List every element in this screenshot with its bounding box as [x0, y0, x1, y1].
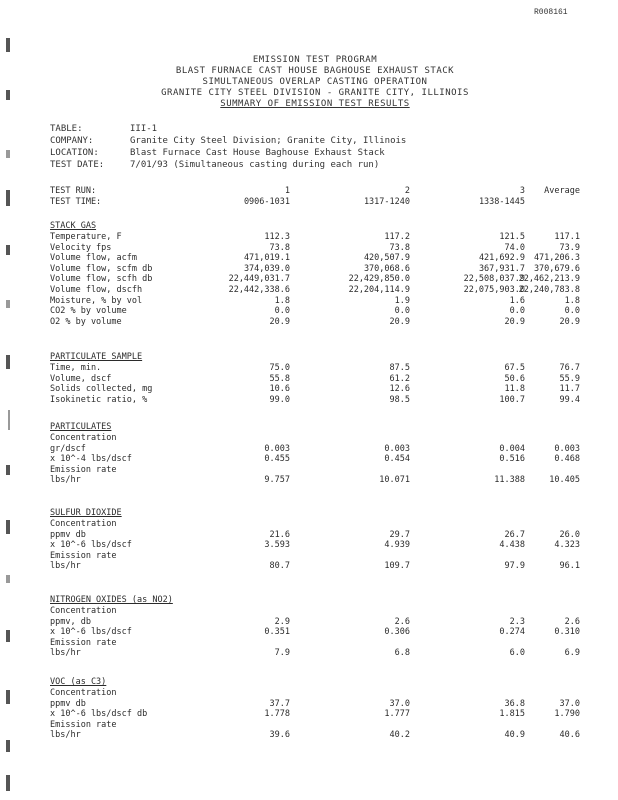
table-row [50, 688, 580, 699]
run-2: 2 [404, 186, 410, 196]
run-3-value: 1.6 [509, 295, 525, 306]
average-value: 99.4 [559, 394, 580, 405]
average-value: 96.1 [559, 561, 580, 572]
row-label: Time, min. [50, 363, 102, 373]
run-1-value: 10.6 [269, 384, 290, 395]
scan-mark [6, 90, 10, 100]
average-value: 6.9 [564, 648, 580, 659]
table-row [50, 306, 580, 317]
row-label: x 10^-6 lbs/dscf [50, 540, 132, 551]
average-value: 1.790 [554, 709, 580, 720]
run-3-value: 0.004 [499, 443, 525, 454]
info-key: LOCATION: [50, 148, 99, 158]
row-label: TEST RUN: [50, 186, 97, 196]
run-1-value: 1.8 [274, 295, 290, 306]
table-row [50, 232, 580, 243]
run-3-value: 367,931.7 [478, 263, 525, 274]
row-label: Temperature, F [50, 232, 122, 242]
table-row [50, 274, 580, 285]
scan-mark [6, 465, 10, 475]
run-2-value: 10.071 [379, 475, 410, 486]
run-3-value: 100.7 [499, 394, 525, 405]
row-label: Emission rate [50, 637, 117, 648]
row-label: Moisture, % by vol [50, 295, 143, 306]
scan-mark [6, 190, 10, 206]
run-1-value: 0.003 [264, 443, 290, 454]
info-test-date [50, 160, 379, 170]
row-label: ppmv db [50, 529, 86, 540]
run-1-value: 80.7 [269, 561, 290, 572]
average-value: 370,679.6 [533, 263, 580, 274]
row-label: Emission rate [50, 464, 117, 475]
run-3-value: 20.9 [504, 316, 525, 327]
table-row [50, 475, 580, 486]
table-row [50, 384, 580, 395]
section-title: VOC (as C3) [50, 677, 107, 687]
run-2-value: 4.939 [384, 540, 410, 551]
average-value: 40.6 [559, 730, 580, 741]
row-label: lbs/hr [50, 730, 81, 741]
row-label: Concentration [50, 606, 117, 616]
run-3-value: 40.9 [504, 730, 525, 741]
header-line-2: BLAST FURNACE CAST HOUSE BAGHOUSE EXHAUST STACK [175, 66, 455, 76]
scan-mark [6, 575, 10, 583]
run-1-value: 22,449,031.7 [228, 274, 290, 285]
scan-mark [6, 775, 10, 791]
row-label: Volume flow, scfm db [50, 263, 153, 274]
row-label: Isokinetic ratio, % [50, 394, 148, 405]
run-2-value: 73.8 [389, 242, 410, 253]
table-row [50, 530, 580, 541]
run-3-value: 22,075,903.0 [463, 285, 525, 295]
run-3-value: 0.0 [509, 306, 525, 317]
table-row [50, 296, 580, 307]
run-2-value: 0.0 [394, 306, 410, 317]
info-value: Blast Furnace Cast House Baghouse Exhaust Stack [130, 148, 385, 158]
scan-mark [6, 245, 10, 255]
row-label: Volume, dscf [50, 373, 112, 384]
run-1-value: 73.8 [269, 242, 290, 253]
row-label: gr/dscf [50, 443, 86, 454]
row-label: Emission rate [50, 550, 117, 561]
row-label: CO2 % by volume [50, 306, 127, 317]
table-row [50, 444, 580, 455]
row-label: Solids collected, mg [50, 384, 153, 395]
table-row [50, 709, 580, 720]
time-1: 0906-1031 [243, 197, 290, 207]
run-1-value: 20.9 [269, 316, 290, 327]
row-label: ppmv db [50, 698, 86, 709]
average-value: 20.9 [559, 316, 580, 327]
row-label: x 10^-6 lbs/dscf [50, 627, 132, 638]
table-row [50, 720, 580, 731]
average-value: 0.0 [564, 306, 580, 317]
run-2-value: 117.2 [384, 232, 410, 242]
row-label: TEST TIME: [50, 197, 102, 207]
info-key: COMPANY: [50, 136, 94, 146]
run-3-value: 74.0 [504, 242, 525, 253]
table-row [50, 519, 580, 530]
row-label: x 10^-4 lbs/dscf [50, 454, 132, 465]
average-value: 0.003 [554, 443, 580, 454]
run-2-value: 61.2 [389, 373, 410, 384]
run-3-value: 50.6 [504, 373, 525, 384]
info-company [50, 136, 406, 146]
test-run-row [50, 186, 580, 197]
run-2-value: 22,204,114.9 [348, 285, 410, 295]
table-row [50, 699, 580, 710]
run-1-value: 0.455 [264, 454, 290, 465]
run-2-value: 0.454 [384, 454, 410, 465]
table-row [50, 454, 580, 465]
average-value: 0.310 [554, 627, 580, 638]
info-value: Granite City Steel Division; Granite City, Illinois [130, 136, 407, 146]
table-row [50, 253, 580, 264]
table-row [50, 374, 580, 385]
run-2-value: 370,068.6 [363, 263, 410, 274]
average-value: 37.0 [559, 698, 580, 709]
average-value: 55.9 [559, 373, 580, 384]
run-2-value: 0.003 [384, 443, 410, 454]
scan-mark [6, 355, 10, 369]
run-3-value: 67.5 [504, 363, 525, 373]
info-table [50, 124, 157, 134]
average-value: 0.468 [554, 454, 580, 465]
average-value: 117.1 [554, 232, 580, 242]
run-2-value: 109.7 [384, 561, 410, 572]
run-1-value: 0.351 [264, 627, 290, 638]
average-value: 10.405 [549, 475, 580, 486]
run-1-value: 7.9 [274, 648, 290, 659]
average-value: 471,206.3 [533, 253, 580, 264]
row-label: O2 % by volume [50, 316, 122, 327]
run-2-value: 2.6 [394, 616, 410, 627]
run-average: Average [544, 186, 580, 196]
run-1-value: 0.0 [274, 306, 290, 317]
run-2-value: 420,507.9 [363, 253, 410, 264]
run-3-value: 36.8 [504, 698, 525, 709]
run-3-value: 2.3 [509, 616, 525, 627]
run-2-value: 12.6 [389, 384, 410, 395]
row-label: ppmv, db [50, 616, 91, 627]
info-location [50, 148, 385, 158]
average-value: 22,462,213.9 [518, 274, 580, 285]
run-2-value: 1.9 [394, 295, 410, 306]
row-label: lbs/hr [50, 561, 81, 572]
average-value: 76.7 [559, 363, 580, 373]
time-3: 1338-1445 [478, 197, 525, 207]
scan-mark [8, 410, 10, 430]
run-2-value: 40.2 [389, 730, 410, 741]
header-title: SUMMARY OF EMISSION TEST RESULTS [220, 99, 410, 109]
run-2-value: 37.0 [389, 698, 410, 709]
average-value: 4.323 [554, 540, 580, 551]
run-2-value: 20.9 [389, 316, 410, 327]
table-row [50, 551, 580, 562]
run-3-value: 11.8 [504, 384, 525, 395]
row-label: lbs/hr [50, 648, 81, 659]
run-2-value: 22,429,850.0 [348, 274, 410, 285]
row-label: x 10^-6 lbs/dscf db [50, 709, 148, 720]
test-time-row [50, 197, 580, 208]
run-1-value: 37.7 [269, 698, 290, 709]
run-1: 1 [284, 186, 290, 196]
info-value: III-1 [130, 124, 158, 134]
table-row [50, 606, 580, 617]
run-2-value: 1.777 [384, 709, 410, 720]
run-2-value: 29.7 [389, 529, 410, 540]
run-1-value: 2.9 [274, 616, 290, 627]
scan-mark [6, 150, 10, 158]
header-line-3: SIMULTANEOUS OVERLAP CASTING OPERATION [202, 77, 428, 87]
table-row [50, 730, 580, 741]
run-2-value: 6.8 [394, 648, 410, 659]
scan-mark [6, 690, 10, 704]
row-label: Concentration [50, 688, 117, 698]
row-label: Volume flow, acfm [50, 253, 137, 264]
table-row [50, 638, 580, 649]
run-3-value: 22,508,037.9 [463, 274, 525, 285]
header-line-4: GRANITE CITY STEEL DIVISION - GRANITE CITY, ILLINOIS [161, 88, 469, 98]
table-row [50, 540, 580, 551]
run-1-value: 3.593 [264, 540, 290, 551]
row-label: Volume flow, scfh db [50, 274, 153, 285]
run-1-value: 471,019.1 [243, 253, 290, 264]
run-3-value: 1.815 [499, 709, 525, 720]
average-value: 2.6 [564, 616, 580, 627]
table-row [50, 264, 580, 275]
table-row [50, 363, 580, 374]
average-value: 1.8 [564, 295, 580, 306]
table-row [50, 561, 580, 572]
scan-mark [6, 520, 10, 534]
run-1-value: 39.6 [269, 730, 290, 741]
section-title: PARTICULATE SAMPLE [50, 352, 143, 362]
run-3-value: 97.9 [504, 561, 525, 572]
average-value: 26.0 [559, 529, 580, 540]
average-value: 22,240,783.8 [518, 285, 580, 295]
row-label: Concentration [50, 433, 117, 443]
run-3-value: 26.7 [504, 529, 525, 540]
row-label: Velocity fps [50, 242, 112, 253]
average-value: 73.9 [559, 242, 580, 253]
table-row [50, 617, 580, 628]
run-1-value: 22,442,338.6 [228, 285, 290, 295]
row-label: lbs/hr [50, 475, 81, 486]
table-row [50, 243, 580, 254]
table-row [50, 465, 580, 476]
run-3-value: 11.388 [494, 475, 525, 486]
run-1-value: 99.0 [269, 394, 290, 405]
table-row [50, 317, 580, 328]
run-3: 3 [519, 186, 525, 196]
scan-mark [6, 38, 10, 52]
run-2-value: 98.5 [389, 394, 410, 405]
time-2: 1317-1240 [363, 197, 410, 207]
run-3-value: 421,692.9 [478, 253, 525, 264]
run-1-value: 75.0 [269, 363, 290, 373]
row-label: Volume flow, dscfh [50, 285, 143, 295]
table-row [50, 627, 580, 638]
info-key: TEST DATE: [50, 160, 105, 170]
table-row [50, 433, 580, 444]
average-value: 11.7 [559, 384, 580, 395]
scan-mark [6, 740, 10, 752]
run-3-value: 6.0 [509, 648, 525, 659]
section-title: SULFUR DIOXIDE [50, 508, 122, 518]
scan-mark [6, 630, 10, 642]
row-label: Concentration [50, 519, 117, 529]
run-1-value: 21.6 [269, 529, 290, 540]
header-line-1: EMISSION TEST PROGRAM [252, 55, 378, 65]
scan-mark [6, 300, 10, 308]
document-id: R008161 [534, 8, 568, 17]
table-row [50, 395, 580, 406]
section-title: PARTICULATES [50, 422, 112, 432]
run-1-value: 374,039.0 [243, 263, 290, 274]
section-title: NITROGEN OXIDES (as NO2) [50, 595, 173, 605]
run-3-value: 0.274 [499, 627, 525, 638]
table-row [50, 648, 580, 659]
info-value: 7/01/93 (Simultaneous casting during each run) [130, 160, 380, 170]
run-2-value: 87.5 [389, 363, 410, 373]
run-3-value: 4.438 [499, 540, 525, 551]
section-title: STACK GAS [50, 221, 97, 231]
run-1-value: 112.3 [264, 232, 290, 242]
run-3-value: 0.516 [499, 454, 525, 465]
run-2-value: 0.306 [384, 627, 410, 638]
row-label: Emission rate [50, 719, 117, 730]
run-1-value: 9.757 [264, 475, 290, 486]
run-1-value: 1.778 [264, 709, 290, 720]
run-1-value: 55.8 [269, 373, 290, 384]
run-3-value: 121.5 [499, 232, 525, 242]
info-key: TABLE: [50, 124, 83, 134]
table-row [50, 285, 580, 296]
